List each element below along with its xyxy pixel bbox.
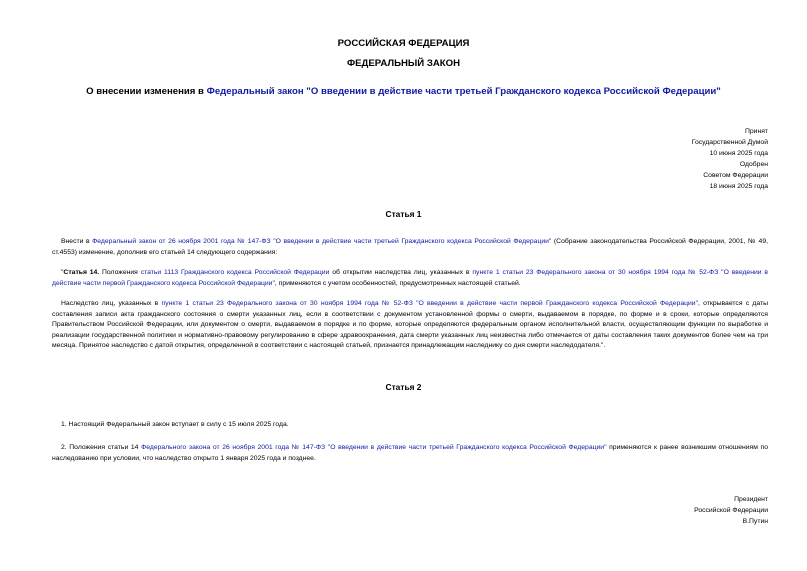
signature-block — [694, 494, 768, 527]
quote-mark: " — [61, 269, 64, 276]
text-run: (Собрание законодательства Российской Федерации, 2001, № 49, ст.4553) изменение, дополнив его статьей 14 следующего содержания: — [52, 238, 768, 256]
article-2-paragraph-2 — [52, 443, 768, 464]
law-title — [0, 86, 807, 97]
article-1-paragraph-2 — [52, 268, 768, 289]
law-147-fz-link[interactable]: Федеральный закон от 26 ноября 2001 года № 147-ФЗ "О введении в действие части третьей Гражданского кодекса Российской Федерации" — [92, 238, 552, 245]
law-52-fz-link[interactable]: пункте 1 статьи 23 Федерального закона от 30 ноября 1994 года № 52-ФЗ "О введении в действие части первой Гражданского кодекса Российской Федерации" — [52, 269, 769, 287]
law-title-link[interactable]: Федеральный закон "О введении в действие части третьей Гражданского кодекса Российской Федерации" — [206, 86, 721, 97]
text-run: Наследство лиц, указанных в — [61, 300, 162, 307]
signature-line: Российской Федерации — [694, 507, 768, 515]
law-147-fz-link-2[interactable]: Федерального закона от 26 ноября 2001 года № 147-ФЗ "О введении в действие части третьей Гражданского кодекса Российской Федерации" — [141, 444, 607, 451]
signature-line: В.Путин — [742, 518, 768, 526]
article-1-heading: Статья 1 — [385, 209, 422, 219]
country-heading: РОССИЙСКАЯ ФЕДЕРАЦИЯ — [337, 38, 470, 49]
text-run: Положения — [99, 269, 141, 276]
adoption-line: 18 июня 2025 года — [709, 183, 768, 191]
text-run: применяются к ранее возникшим отношениям по наследованию при условии, что наследство открыто 1 января 2025 года и позднее. — [52, 444, 769, 462]
adoption-line: Государственной Думой — [691, 139, 768, 147]
text-run: , открывается с даты составления записи акта гражданского состояния о смерти указанных лиц, если в соответствии с документом установленной формы о смерти, выдаваемом в порядке, по форме и в сроки, которые определяются Правительством Российской Федерации, или документом о смерти, выдаваемом в порядке и по форме, которые определяются федеральным органом исполнительной власти, осуществляющим функции по выработке и реализации государственной политики и нормативно-правовому регулированию в сфере здравоохранения, дата смерти указанных лиц неизвестна либо отмечается от даты составления таких документов более чем на три месяца. Принятое наследство с датой открытия, определенной в соответствии с настоящей статьей, признается принадлежащим наследнику со дня смерти наследодателя.". — [52, 300, 768, 349]
article-14-label: Статья 14. — [63, 269, 100, 276]
article-1-paragraph-3 — [52, 299, 768, 352]
adoption-line: 10 июня 2025 года — [709, 150, 768, 158]
adoption-line: Советом Федерации — [703, 172, 768, 180]
article-2-heading: Статья 2 — [385, 382, 422, 392]
adoption-line: Одобрен — [739, 161, 768, 169]
text-run: об открытии наследства лиц, указанных в — [329, 269, 473, 276]
text-run: Внести в — [61, 238, 93, 245]
text-run: , применяются с учетом особенностей, предусмотренных настоящей статьей. — [274, 279, 521, 287]
article-1-paragraph-1 — [52, 237, 768, 258]
law-52-fz-link-2[interactable]: пункте 1 статьи 23 Федерального закона от 30 ноября 1994 года № 52-ФЗ "О введении в действие части первой Гражданского кодекса Российской Федерации" — [161, 300, 698, 307]
law-type-heading: ФЕДЕРАЛЬНЫЙ ЗАКОН — [346, 58, 461, 69]
text-run: 2. Положения статьи 14 — [61, 444, 142, 451]
adoption-line: Принят — [744, 128, 768, 135]
law-title-prefix: О внесении изменения в — [86, 86, 207, 97]
article-1113-link[interactable]: статьи 1113 Гражданского кодекса Российской Федерации — [140, 269, 330, 276]
adoption-block — [692, 126, 768, 193]
signature-line: Президент — [734, 496, 768, 503]
article-2-paragraph-1: 1. Настоящий Федеральный закон вступает в силу с 15 июля 2025 года. — [61, 421, 289, 428]
